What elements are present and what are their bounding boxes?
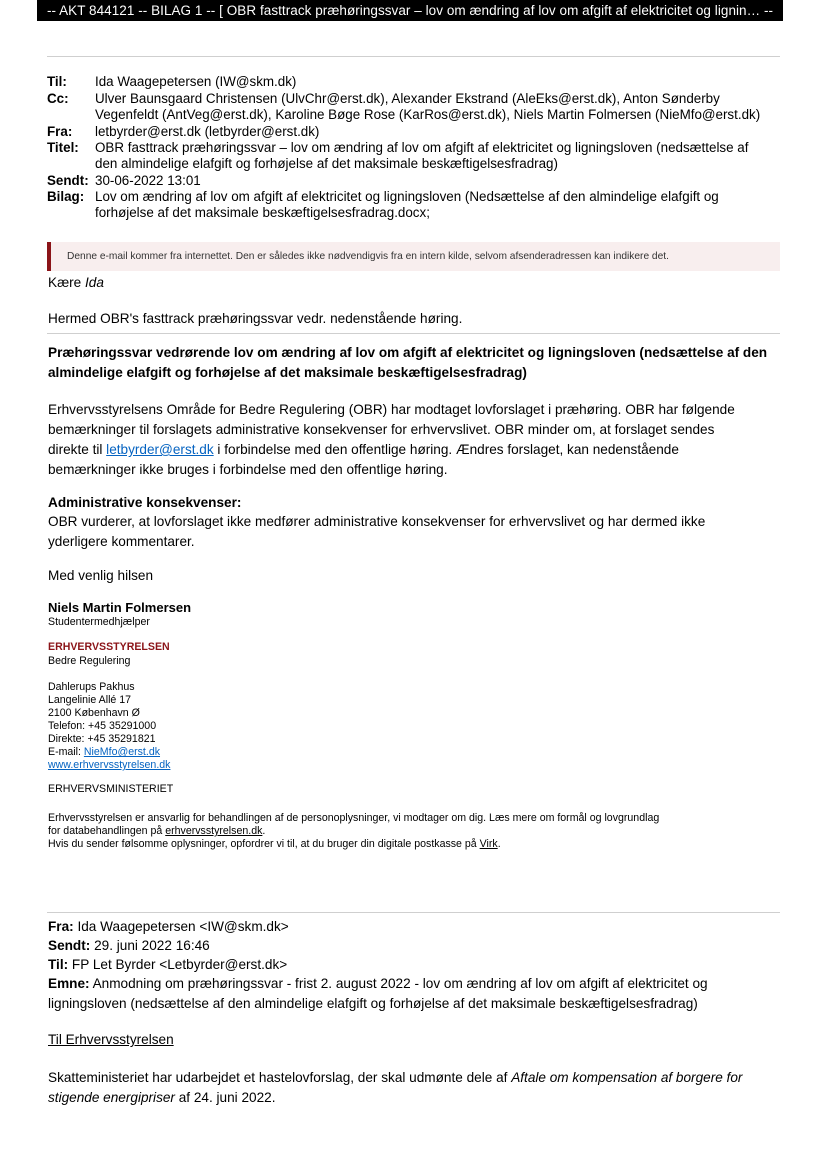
address-line: Dahlerups Pakhus [48, 681, 135, 693]
divider [47, 333, 780, 334]
forwarded-sent-label: Sendt: [48, 938, 91, 953]
email-line [48, 746, 170, 759]
paragraph-obr [48, 400, 783, 480]
paragraph-line [48, 1068, 783, 1088]
cc-label: Cc: [47, 91, 69, 106]
closing: Med venlig hilsen [48, 568, 154, 583]
forwarded-to [48, 955, 783, 975]
text-span: direkte til [48, 442, 107, 457]
sent-label: Sendt: [47, 173, 89, 188]
to-value: Ida Waagepetersen (IW@skm.dk) [95, 74, 297, 89]
text-span: for databehandlingen på [48, 825, 166, 837]
recipient-line: Til Erhvervsstyrelsen [48, 1032, 174, 1047]
admin-paragraph [48, 512, 783, 552]
forwarded-to-value: FP Let Byrder <Letbyrder@erst.dk> [68, 957, 288, 972]
direct-phone: Direkte: +45 35291821 [48, 733, 156, 745]
forwarded-from-value: Ida Waagepetersen <IW@skm.dk> [73, 919, 289, 934]
response-heading-line-2: almindelige elafgift og forhøjelse af det maksimale beskæftigelsesfradrag) [48, 365, 527, 380]
divider [47, 912, 780, 913]
paragraph-line [48, 440, 783, 460]
forwarded-to-label: Til: [48, 957, 69, 972]
letbyrder-email-link[interactable]: letbyrder@erst.dk [106, 442, 214, 457]
forwarded-sent-value: 29. juni 2022 16:46 [90, 938, 210, 953]
cc-line-1: Ulver Baunsgaard Christensen (UlvChr@erst.dk), Alexander Ekstrand (AleEks@erst.dk), Anton Sønderby [95, 91, 720, 106]
signature-name: Niels Martin Folmersen [48, 600, 192, 615]
address-line: 2100 København Ø [48, 707, 140, 719]
forwarded-paragraph [48, 1068, 783, 1108]
title-line-1: OBR fasttrack præhøringssvar – lov om ændring af lov om afgift af elektricitet og ligningsloven (nedsættelse af [95, 140, 749, 155]
to-field [47, 74, 782, 90]
virk-link[interactable]: Virk [479, 838, 498, 850]
attachment-line-1[interactable]: Lov om ændring af lov om afgift af elektricitet og ligningsloven (Nedsættelse af den almindelige elafgift og [95, 189, 719, 204]
text-span: . [262, 825, 266, 837]
forwarded-sent [48, 936, 783, 956]
intro-text: Hermed OBR's fasttrack præhøringssvar vedr. nedenstående høring. [48, 311, 463, 326]
phone: Telefon: +45 35291000 [48, 720, 157, 732]
paragraph-line: OBR vurderer, at lovforslaget ikke medfører administrative konsekvenser for erhvervslivet og har dermed ikke [48, 514, 706, 529]
paragraph-line: bemærkninger ikke bruges i forbindelse med den offentlige høring. [48, 462, 448, 477]
italic-span: stigende energipriser [48, 1090, 175, 1105]
forwarded-subject [48, 974, 783, 1014]
address-line: Langelinie Allé 17 [48, 694, 132, 706]
privacy-line [48, 838, 659, 851]
response-heading [48, 343, 783, 383]
greeting [48, 273, 783, 293]
signature-dept: Bedre Regulering [48, 655, 131, 667]
paragraph-line: bemærkninger til forslagets administrative konsekvenser for erhvervslivet. OBR minder om, at forslaget sendes [48, 422, 715, 437]
attachment-label: Bilag: [47, 189, 85, 204]
erhvervsstyrelsen-link[interactable]: erhvervsstyrelsen.dk [165, 825, 263, 837]
subject-line-2: ligningsloven (nedsættelse af den almindelige elafgift og forhøjelse af det maksimale beskæftigelsesfradrag) [48, 996, 698, 1011]
signature-address [48, 681, 170, 772]
cc-field [47, 91, 782, 123]
response-heading-line-1: Præhøringssvar vedrørende lov om ændring af lov om afgift af elektricitet og ligningsloven (nedsættelse af den [48, 345, 768, 360]
signature-org: ERHVERVSSTYRELSEN [48, 641, 170, 653]
document-header-bar: -- AKT 844121 -- BILAG 1 -- [ OBR fasttrack præhøringssvar – lov om ændring af lov om afgift af elektricitet og lignin… -- [37, 0, 783, 21]
forwarded-from [48, 917, 783, 937]
paragraph-line: yderligere kommentarer. [48, 534, 195, 549]
divider [47, 56, 780, 57]
forwarded-from-label: Fra: [48, 919, 74, 934]
italic-span: Aftale om kompensation af borgere for [511, 1070, 743, 1085]
subject-text: Anmodning om præhøringssvar - frist 2. august 2022 - lov om ændring af lov om afgift af elektricitet og [89, 976, 708, 991]
privacy-line: Erhvervsstyrelsen er ansvarlig for behandlingen af de personoplysninger, vi modtager om dig. Læs mere om formål og lovgrundlag [48, 812, 660, 824]
to-label: Til: [47, 74, 67, 89]
attachment-field [47, 189, 782, 221]
title-field [47, 140, 782, 172]
greeting-prefix: Kære [48, 275, 86, 290]
paragraph-line [48, 1088, 783, 1108]
sent-value: 30-06-2022 13:01 [95, 173, 201, 188]
attachment-line-2[interactable]: forhøjelse af det maksimale beskæftigelsesfradrag.docx; [95, 205, 430, 220]
greeting-name: Ida [85, 275, 104, 290]
text-span: Skatteministeriet har udarbejdet et hastelovforslag, der skal udmønte dele af [48, 1070, 512, 1085]
privacy-notice [48, 812, 659, 851]
paragraph-line: Erhvervsstyrelsens Område for Bedre Regulering (OBR) har modtaget lovforslaget i præhøring. OBR har følgende [48, 402, 735, 417]
signature-role: Studentermedhjælper [48, 616, 150, 628]
text-span: Hvis du sender følsomme oplysninger, opfordrer vi til, at du bruger din digitale postkasse på [48, 838, 480, 850]
subject-line-1 [48, 974, 783, 994]
privacy-line [48, 825, 659, 838]
cc-line-2: Vegenfeldt (AntVeg@erst.dk), Karoline Bøge Rose (KarRos@erst.dk), Niels Martin Folmersen (NieMfo@erst.dk) [95, 107, 761, 122]
from-field [47, 124, 782, 140]
email-label: E-mail: [48, 746, 84, 758]
forwarded-subject-label: Emne: [48, 976, 90, 991]
text-span: . [497, 838, 501, 850]
web-line [48, 759, 170, 772]
text-span: i forbindelse med den offentlige høring. Ændres forslaget, kan nedenstående [213, 442, 679, 457]
external-mail-warning: Denne e-mail kommer fra internettet. Den er således ikke nødvendigvis fra en intern kilde, selvom afsenderadressen kan indikere det. [47, 242, 780, 271]
text-span: af 24. juni 2022. [174, 1090, 276, 1105]
sent-field [47, 173, 782, 189]
website-link[interactable]: www.erhvervsstyrelsen.dk [48, 759, 171, 771]
signature-email-link[interactable]: NieMfo@erst.dk [83, 746, 161, 758]
admin-heading: Administrative konsekvenser: [48, 495, 242, 510]
from-label: Fra: [47, 124, 73, 139]
ministry-name: ERHVERVSMINISTERIET [48, 783, 174, 795]
from-value: letbyrder@erst.dk (letbyrder@erst.dk) [95, 124, 320, 139]
title-label: Titel: [47, 140, 79, 155]
title-line-2: den almindelige elafgift og forhøjelse af det maksimale beskæftigelsesfradrag) [95, 156, 558, 171]
